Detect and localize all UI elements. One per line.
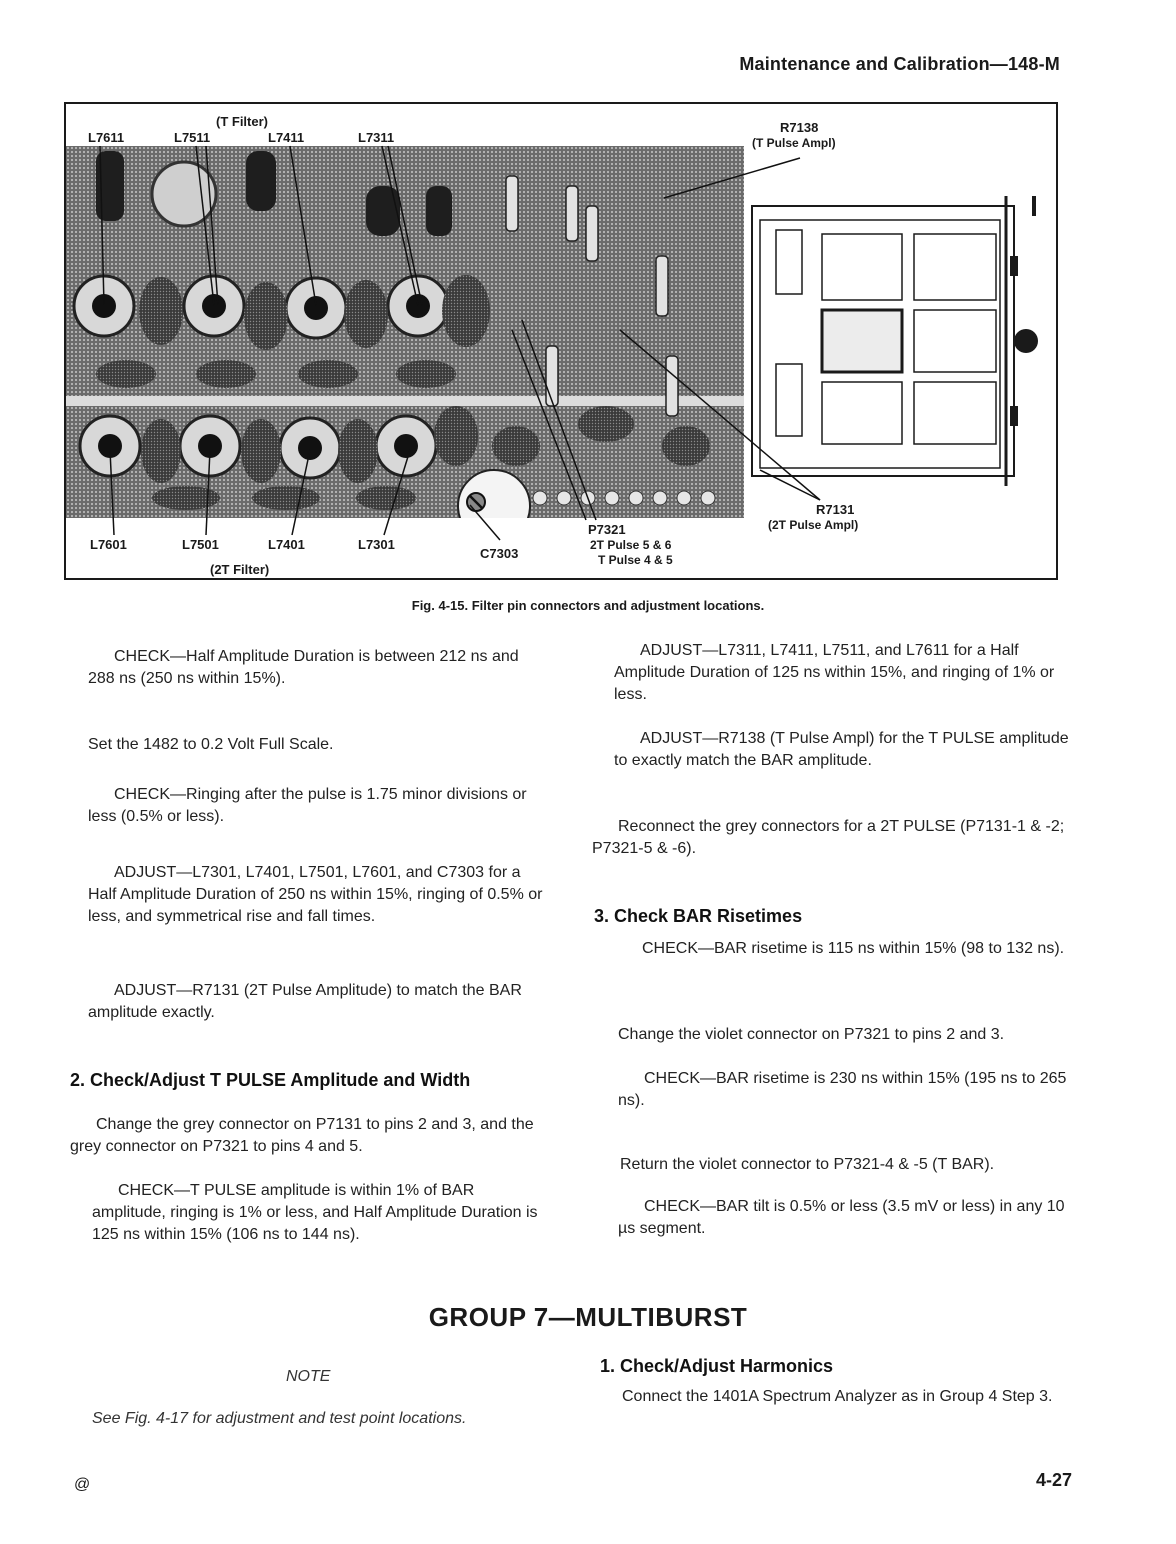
left-paragraph-adjust-r7131	[88, 980, 548, 1024]
left-p3-text: CHECK—Ringing after the pulse is 1.75 minor divisions or less (0.5% or less).	[88, 786, 527, 825]
r7131-label: R7131	[816, 502, 855, 517]
l7611-label: L7611	[88, 130, 125, 145]
left-p7-text: CHECK—T PULSE amplitude is within 1% of BAR amplitude, ringing is 1% or less, and Half Amplitude Duration is 125 ns within 15% (106 ns to 144 ns).	[92, 1182, 538, 1243]
left-p4-text: ADJUST—L7301, L7401, L7501, L7601, and C7303 for a Half Amplitude Duration of 250 ns within 15%, ringing of 0.5% or less, and symmetrical rise and fall times.	[88, 864, 543, 925]
right-paragraph-adjust-r7138	[614, 728, 1072, 772]
right-paragraph-check-bar-230	[618, 1068, 1074, 1112]
l7301-label: L7301	[358, 537, 395, 552]
left-paragraph-check-t-pulse-amplitude	[92, 1180, 552, 1246]
2t-filter-label: (2T Filter)	[210, 562, 270, 577]
right-p8-text: CHECK—BAR tilt is 0.5% or less (3.5 mV or less) in any 10 µs segment.	[618, 1198, 1065, 1237]
right-paragraph-adjust-t-filter	[614, 640, 1072, 706]
heading-check-adjust-t-pulse: 2. Check/Adjust T PULSE Amplitude and Width	[70, 1070, 471, 1090]
right-p6-text: CHECK—BAR risetime is 230 ns within 15% (195 ns to 265 ns).	[618, 1070, 1067, 1109]
page-number: 4-27	[1035, 1470, 1072, 1490]
l7401-label: L7401	[268, 537, 305, 552]
l7311-label: L7311	[358, 130, 395, 145]
right-p1-text: ADJUST—L7311, L7411, L7511, and L7611 for a Half Amplitude Duration of 125 ns within 15%, and ringing of 1% or less.	[614, 642, 1055, 703]
group-7-heading: GROUP 7—MULTIBURST	[428, 1302, 748, 1332]
l7411-label: L7411	[268, 130, 305, 145]
right-p4-text: CHECK—BAR risetime is 115 ns within 15% (98 to 132 ns).	[642, 940, 1065, 957]
left-p5-text: ADJUST—R7131 (2T Pulse Amplitude) to match the BAR amplitude exactly.	[88, 982, 522, 1021]
footer-mark: @	[74, 1476, 91, 1493]
left-paragraph-check-half-amplitude	[88, 646, 548, 690]
p7321-2t-pulse-pins: 2T Pulse 5 & 6	[590, 538, 672, 552]
right-paragraph-check-bar-115	[616, 938, 1072, 960]
c7303-label: C7303	[480, 546, 519, 561]
left-p1-text: CHECK—Half Amplitude Duration is between 212 ns and 288 ns (250 ns within 15%).	[88, 648, 519, 687]
r7138-description: (T Pulse Ampl)	[752, 136, 836, 150]
note-text: See Fig. 4-17 for adjustment and test point locations.	[92, 1410, 467, 1427]
left-paragraph-change-grey-connector	[70, 1114, 550, 1158]
right-p2-text: ADJUST—R7138 (T Pulse Ampl) for the T PULSE amplitude to exactly match the BAR amplitude.	[614, 730, 1069, 769]
l7601-label: L7601	[90, 537, 127, 552]
left-paragraph-adjust-2t-filter	[88, 862, 548, 928]
figure-caption: Fig. 4-15. Filter pin connectors and adjustment locations.	[411, 598, 765, 613]
right-paragraph-reconnect-grey	[592, 816, 1072, 860]
l7501-label: L7501	[182, 537, 219, 552]
heading-check-adjust-harmonics: 1. Check/Adjust Harmonics	[600, 1356, 834, 1376]
t-filter-label: (T Filter)	[216, 114, 268, 129]
p7321-t-pulse-pins: T Pulse 4 & 5	[598, 553, 673, 567]
right-paragraph-change-violet: Change the violet connector on P7321 to pins 2 and 3.	[618, 1026, 1005, 1043]
running-header: Maintenance and Calibration—148-M	[739, 54, 1060, 74]
p7321-label: P7321	[588, 522, 626, 537]
l7511-label: L7511	[174, 130, 211, 145]
paragraph-connect-1401a	[596, 1386, 1076, 1408]
heading-check-bar-risetimes: 3. Check BAR Risetimes	[594, 906, 803, 926]
right-paragraph-return-violet: Return the violet connector to P7321-4 & -5 (T BAR).	[620, 1156, 995, 1173]
r7131-description: (2T Pulse Ampl)	[768, 518, 859, 532]
group7-p1-text: Connect the 1401A Spectrum Analyzer as in Group 4 Step 3.	[622, 1388, 1053, 1405]
note-label: NOTE	[286, 1368, 331, 1385]
r7138-label: R7138	[780, 120, 819, 135]
left-p6-text: Change the grey connector on P7131 to pins 2 and 3, and the grey connector on P7321 to pins 4 and 5.	[70, 1116, 534, 1155]
left-paragraph-set-1482: Set the 1482 to 0.2 Volt Full Scale.	[88, 736, 334, 753]
right-p3-text: Reconnect the grey connectors for a 2T PULSE (P7131-1 & -2; P7321-5 & -6).	[592, 818, 1065, 857]
right-paragraph-check-bar-tilt	[618, 1196, 1074, 1240]
left-paragraph-check-ringing	[88, 784, 548, 828]
callout-leader-lines	[0, 0, 1176, 600]
